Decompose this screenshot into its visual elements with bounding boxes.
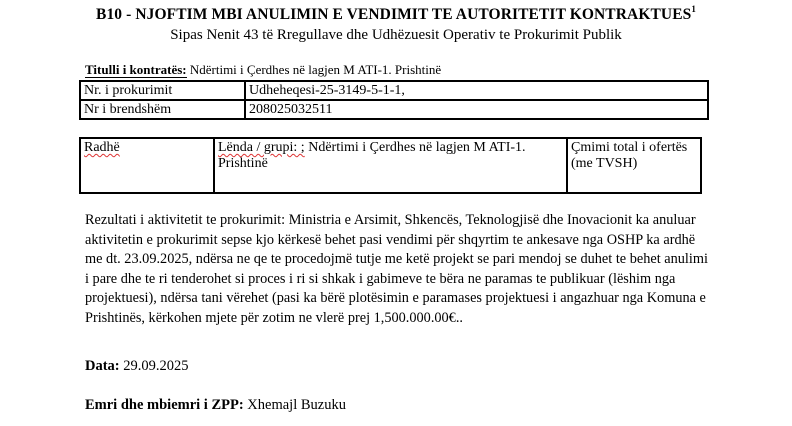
document-title-text: B10 - NJOFTIM MBI ANULIMIN E VENDIMIT TE AUTORITETIT KONTRAKTUES [96, 6, 692, 23]
internal-number-value: 208025032511 [245, 100, 708, 119]
contract-title-label: Titulli i kontratës: [85, 62, 187, 77]
official-name-line [85, 397, 346, 414]
document-subtitle: Sipas Nenit 43 të Rregullave dhe Udhëzuesit Operativ te Prokurimit Publik [170, 27, 622, 43]
procurement-result-paragraph: Rezultati i aktivitetit te prokurimit: Ministria e Arsimit, Shkencës, Teknologjisë dhe Inovacionit ka anuluar aktivitetin e prokurimit sepse kjo kërkesë behet pasi vendimi për shqyrtim te ankesave nga OSHP ka ardhë me dt. 23.09.2025, ndërsa ne qe te procedojmë tutje me ketë projekt se pari mendoj se duhet te behet anulimi i pare dhe te ri tenderohet si proces i ri si shkak i gabimeve te bëra ne paramas te publikuar (lëshim nga projektuesi), ndërsa tani vërehet (pasi ka bërë plotësimin e paramases projektuesi i angazhuar nga Komuna e Prishtinës, kërkohen mjete për zotim ne vlerë prej 1,500.000.00€.. [85, 212, 708, 326]
row-column-header [80, 138, 214, 193]
row-column-header-text: Radhë [84, 140, 120, 155]
date-label: Data: [85, 358, 120, 374]
document-title [0, 6, 792, 24]
procurement-info-table [79, 80, 709, 120]
footnote-mark: 1 [691, 4, 696, 14]
internal-number-label: Nr i brendshëm [80, 100, 245, 119]
procurement-number-value: Udheheqesi-25-3149-5-1-1, [245, 81, 708, 100]
lot-column-label: Lënda / grupi: ; [218, 140, 305, 155]
date-value: 29.09.2025 [119, 358, 189, 374]
contract-title-value: Ndërtimi i Çerdhes në lagjen M ATI-1. Prishtinë [186, 62, 442, 77]
table-row [80, 138, 701, 193]
lots-table [79, 137, 702, 194]
official-name-value: Xhemajl Buzuku [243, 397, 346, 413]
contract-title-line [85, 62, 441, 78]
official-name-label: Emri dhe mbiemri i ZPP: [85, 397, 244, 413]
table-row [80, 81, 708, 100]
date-line [85, 358, 189, 375]
lot-column-value: Ndërtimi i Çerdhes në lagjen M ATI-1. Prishtinë [218, 140, 526, 171]
lot-column-header [214, 138, 567, 193]
price-column-header: Çmimi total i ofertës (me TVSH) [567, 138, 701, 193]
procurement-number-label: Nr. i prokurimit [80, 81, 245, 100]
table-row [80, 100, 708, 119]
